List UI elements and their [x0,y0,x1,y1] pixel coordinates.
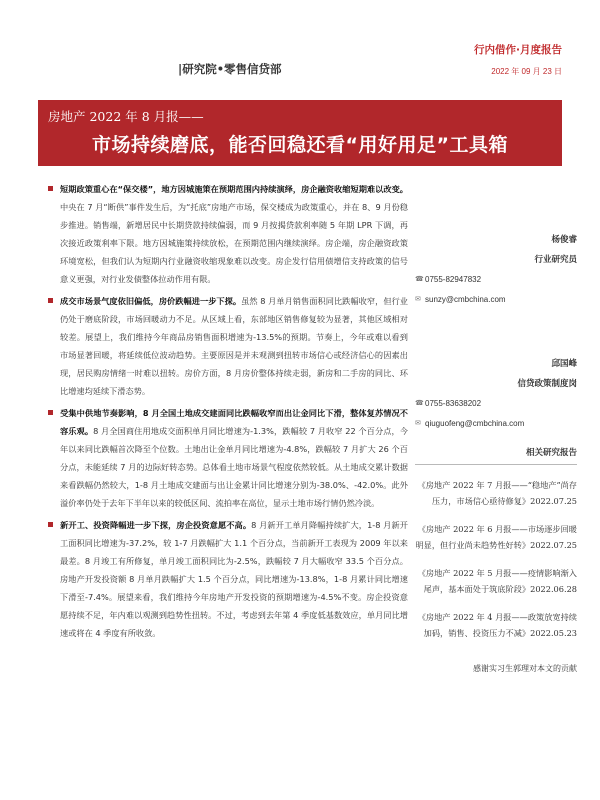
paragraph-body: 中央在 7 月“断供”事件发生后，为“托底”房地产市场，保交楼成为政策重心，并在 8、9 月份稳步推进。销售端，新增居民中长期贷款持续偏弱，而 9 月按揭贷款利率随 5 年期 LPR 下调，再次接近政策利率下限。地方因城施策持续放松，在预期范围内继续演绎。房企端，房企融资政策环境宽松，但我们认为短期内行业融资收缩现象难以改变。房企发行信用债增信支持政策的信号意义更强，对行业发债整体拉动作用有限。 [60,202,408,284]
bullet-icon [48,410,53,415]
acknowledgement: 感谢实习生郭理对本文的贡献 [473,664,577,673]
related-report-item[interactable]: 《房地产 2022 年 6 月报——市场逐步回暖明显，但行业尚未趋势性好转》2022.07.25 [415,524,577,550]
paragraph-lead: 成交市场景气度依旧偏低，房价跌幅进一步下探。 [60,296,242,306]
banner-subtitle: 房地产 2022 年 8 月报—— [48,109,204,124]
phone-icon: ☎ [415,276,424,283]
summary-paragraph [60,404,408,512]
analyst-dept: 行业研究员 [534,255,577,265]
paragraph-lead: 新开工、投资降幅进一步下探，房企投资意愿不高。 [60,520,252,530]
report-type: 行内借作·月度报告 [474,44,562,56]
phone-text: 0755-83638202 [425,399,482,408]
banner-title: 市场持续磨底，能否回稳还看“用好用足”工具箱 [92,134,508,156]
bullet-icon [48,522,53,527]
paragraph-lead: 受集中供地节奏影响，8 月全国土地成交建面同比跌幅收窄而出让金同比下滑，整体复苏情况不容乐观。 [60,408,408,436]
org-name: |研究院•零售信贷部 [178,62,282,76]
summary-paragraph [60,180,408,288]
phone-text: 0755-82947832 [425,275,482,284]
analyst-card [415,354,577,434]
title-banner [38,100,562,166]
paragraph-body: 8 月全国商住用地成交面积单月同比增速为-1.3%，跌幅较 7 月收窄 22 个百分点，今年以来同比跌幅首次降至个位数。土地出让金单月同比增速为-4.8%，跌幅较 7 月扩大 26 个百分点，未能延续 7 月的边际好转态势。总体看土地市场景气程度依然较低。从土地成交累计数据来看跌幅仍然较大，1-8 月土地成交建面与出让金累计同比增速分别为-38.0%、-42.0%。此外溢价率仍处于去年下半年以来的较低区间、流拍率在高位，显示土地市场行情仍然冷淡。 [60,426,408,508]
analyst-card [415,230,577,310]
email-text[interactable]: qiuguofeng@cmbchina.com [425,419,525,428]
summary-paragraph [60,516,408,642]
bullet-icon [48,186,53,191]
summary-paragraph [60,292,408,400]
analyst-phone [415,394,577,414]
analyst-phone [415,270,577,290]
paragraph-lead: 短期政策重心在“保交楼”，地方因城施策在预期范围内持续演绎，房企融资收缩短期难以改变。 [60,184,408,194]
email-icon: ✉ [415,420,421,427]
phone-icon: ☎ [415,400,424,407]
analyst-email[interactable] [415,414,577,434]
analyst-dept: 信贷政策制度岗 [517,379,577,389]
paragraph-body: 虽然 8 月单月销售面积同比跌幅收窄，但行业仍处于磨底阶段，市场回暖动力不足。从区域上看，东部地区销售修复较为显著，其他区域相对较差。展望上，我们维持今年商品房销售面积增速为-13.5%的预期。节奏上，今年或难以看到市场显著回暖，将延续低位波动趋势。主要原因是并未观测到扭转市场信心或经济信心的因素出现，居民购房情绪一时难以扭转。房价方面，8 月房价整体持续走弱，新房和二手房的同比、环比增速均延续下滑态势。 [60,296,408,396]
analyst-name: 杨俊睿 [551,235,577,245]
email-text[interactable]: sunzy@cmbchina.com [425,295,506,304]
bullet-icon [48,298,53,303]
analyst-name: 邱国峰 [551,359,577,369]
analyst-email[interactable] [415,290,577,310]
main-content [60,180,408,646]
report-date: 2022 年 09 月 23 日 [491,67,562,76]
related-report-item[interactable]: 《房地产 2022 年 7 月报——“稳地产”尚存压力，市场信心亟待修复》2022.07.25 [417,480,577,506]
related-reports-title: 相关研究报告 [415,446,577,465]
report-meta [474,42,562,77]
paragraph-body: 8 月新开工单月降幅持续扩大，1-8 月新开工面积同比增速为-37.2%，较 1-7 月跌幅扩大 1.1 个百分点，当前新开工表现为 2009 年以来最差。8 月竣工有所修复，单月竣工面积同比为-2.5%，跌幅较 7 月大幅收窄 33.5 个百分点。房地产开发投资额 8 月单月跌幅扩大 1.5 个百分点，同比增速为-13.8%，1-8 月累计同比增速下滑至-7.4%。展望来看，我们维持今年房地产开发投资的预期增速为-4.5%不变。房企投资意愿持续不足，年内难以观测到趋势性扭转。不过，考虑到去年第 4 季度低基数效应，单月同比增速或将在 4 季度有所收敛。 [60,520,408,638]
email-icon: ✉ [415,296,421,303]
related-report-item[interactable]: 《房地产 2022 年 5 月报——疫情影响渐入尾声，基本面处于筑底阶段》2022.06.28 [417,568,577,594]
related-report-item[interactable]: 《房地产 2022 年 4 月报——政策放宽持续加码，销售、投资压力不减》2022.05.23 [417,612,577,638]
sidebar [415,180,577,674]
